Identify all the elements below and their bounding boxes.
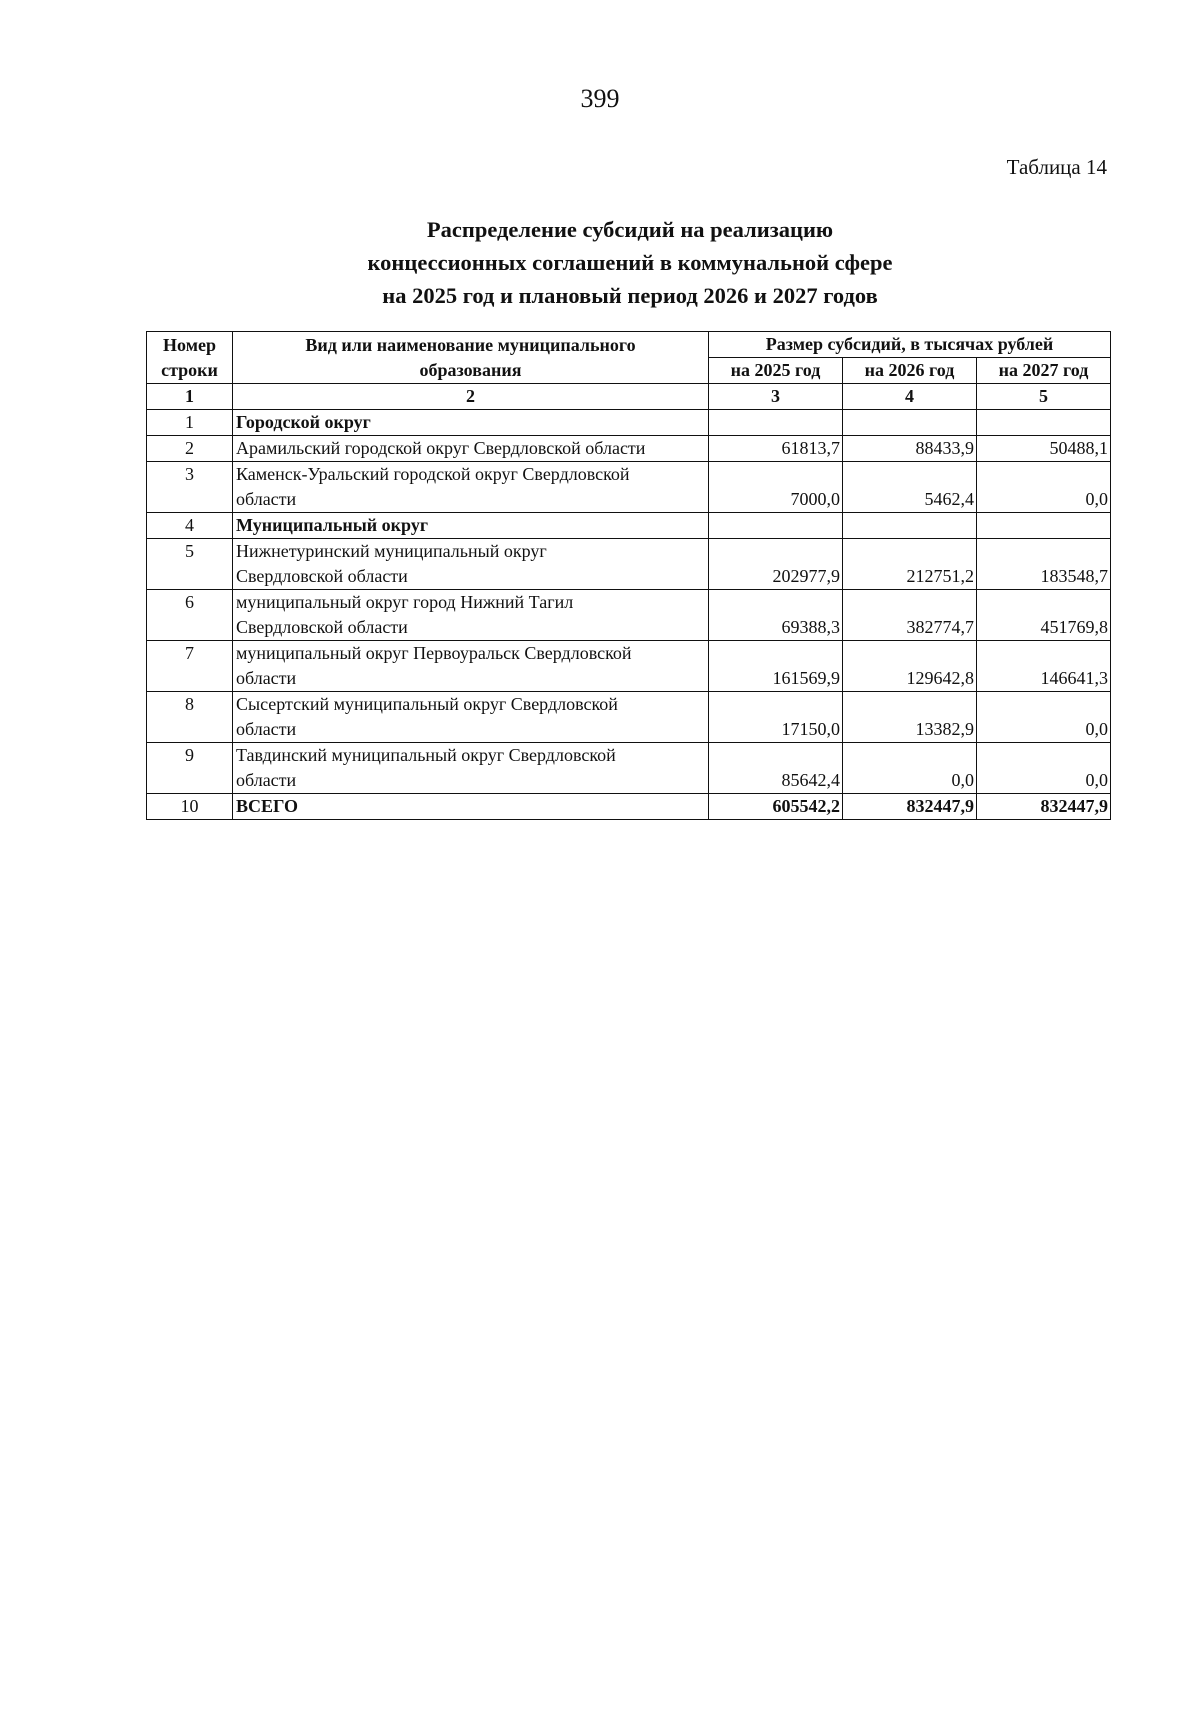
municipality-name [233,641,709,692]
row-number: 7 [147,641,233,692]
municipality-name [233,539,709,590]
municipality-name-line: муниципальный округ город Нижний Тагил [236,592,574,612]
subsidy-value-2026: 382774,7 [843,590,977,641]
municipality-name-line: ВСЕГО [236,796,299,816]
table-body [147,410,1111,820]
header-year-2027: на 2027 год [977,358,1111,384]
municipality-name [233,692,709,743]
header-row [147,332,1111,358]
subsidy-value-2027: 50488,1 [977,436,1111,462]
row-number: 3 [147,462,233,513]
municipality-name-line: области [236,770,297,790]
table-row [147,436,1111,462]
subsidy-value-2027 [977,410,1111,436]
title-line: Распределение субсидий на реализацию [426,217,834,242]
subsidy-value-2027: 183548,7 [977,539,1111,590]
municipality-name-line: Городской округ [236,412,371,432]
municipality-name-line: Муниципальный округ [236,515,428,535]
subsidy-value-2025: 7000,0 [709,462,843,513]
table-row [147,410,1111,436]
municipality-name [233,743,709,794]
row-number: 4 [147,513,233,539]
table-row [147,743,1111,794]
row-number: 1 [147,410,233,436]
subsidy-value-2027 [977,513,1111,539]
subsidy-value-2027: 451769,8 [977,590,1111,641]
header-year-2025: на 2025 год [709,358,843,384]
table-caption: Таблица 14 [1006,155,1107,179]
row-number: 5 [147,539,233,590]
subsidy-table [146,331,1111,820]
municipality-name [233,794,709,820]
row-number: 10 [147,794,233,820]
column-number: 3 [709,384,843,410]
subsidy-value-2026: 212751,2 [843,539,977,590]
subsidy-value-2027: 0,0 [977,462,1111,513]
municipality-name-line: муниципальный округ Первоуральск Свердловской [236,643,632,663]
subsidy-value-2026: 832447,9 [843,794,977,820]
subsidy-value-2027: 832447,9 [977,794,1111,820]
municipality-name-line: Тавдинский муниципальный округ Свердловской [236,745,616,765]
page-number: 399 [580,84,620,113]
subsidy-value-2027: 0,0 [977,692,1111,743]
subsidy-value-2025: 202977,9 [709,539,843,590]
subsidy-value-2026: 0,0 [843,743,977,794]
column-number: 5 [977,384,1111,410]
subsidy-value-2025: 17150,0 [709,692,843,743]
column-number: 2 [233,384,709,410]
title-line: концессионных соглашений в коммунальной сфере [367,250,893,275]
row-number: 9 [147,743,233,794]
municipality-name-line: Нижнетуринский муниципальный округ [236,541,547,561]
municipality-name [233,513,709,539]
subsidy-value-2026: 5462,4 [843,462,977,513]
row-number: 6 [147,590,233,641]
table-row [147,539,1111,590]
subsidy-value-2025: 605542,2 [709,794,843,820]
subsidy-value-2026: 88433,9 [843,436,977,462]
table-row [147,692,1111,743]
municipality-name-line: Свердловской области [236,566,408,586]
table-row [147,794,1111,820]
subsidy-value-2025: 161569,9 [709,641,843,692]
subsidy-value-2026 [843,513,977,539]
subsidy-value-2025: 85642,4 [709,743,843,794]
subsidy-value-2025 [709,410,843,436]
municipality-name-line: области [236,489,297,509]
row-number: 2 [147,436,233,462]
table-row [147,590,1111,641]
municipality-name-line: Сысертский муниципальный округ Свердловской [236,694,618,714]
municipality-name [233,436,709,462]
municipality-name-line: области [236,719,297,739]
column-number-row [147,384,1111,410]
subsidy-value-2025: 69388,3 [709,590,843,641]
subsidy-value-2026 [843,410,977,436]
municipality-name-line: Арамильский городской округ Свердловской области [236,438,646,458]
title-line: на 2025 год и плановый период 2026 и 2027 годов [382,283,878,308]
subsidy-value-2026: 13382,9 [843,692,977,743]
row-number: 8 [147,692,233,743]
column-number: 4 [843,384,977,410]
subsidy-value-2026: 129642,8 [843,641,977,692]
column-number: 1 [147,384,233,410]
document-title [0,213,1200,312]
municipality-name-line: области [236,668,297,688]
table-row [147,641,1111,692]
header-municipality-name: Вид или наименование муниципального образования [233,332,709,384]
subsidy-value-2027: 146641,3 [977,641,1111,692]
municipality-name-line: Каменск-Уральский городской округ Свердловской [236,464,630,484]
subsidy-value-2025: 61813,7 [709,436,843,462]
header-year-2026: на 2026 год [843,358,977,384]
municipality-name [233,590,709,641]
municipality-name [233,462,709,513]
municipality-name-line: Свердловской области [236,617,408,637]
header-row-number: Номер строки [147,332,233,384]
header-subsidy-amount: Размер субсидий, в тысячах рублей [709,332,1111,358]
table-row [147,462,1111,513]
table-row [147,513,1111,539]
municipality-name [233,410,709,436]
subsidy-value-2025 [709,513,843,539]
subsidy-value-2027: 0,0 [977,743,1111,794]
